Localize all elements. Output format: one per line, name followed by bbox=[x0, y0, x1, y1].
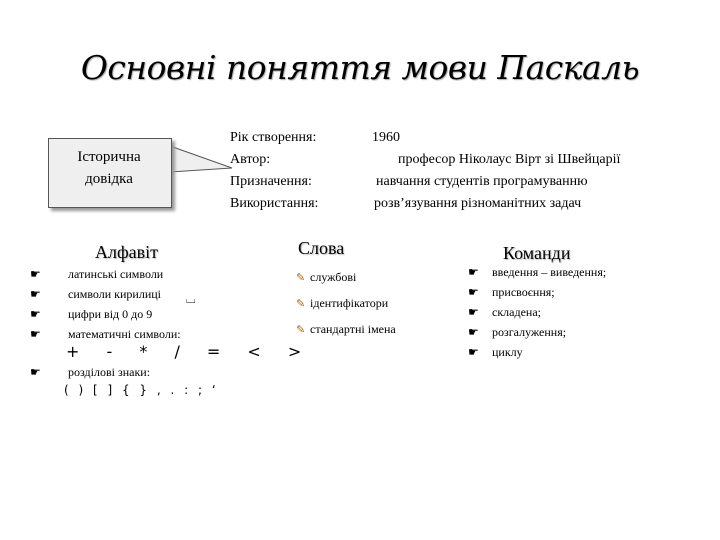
pointing-hand-icon: ☛ bbox=[30, 365, 41, 379]
info-labels bbox=[230, 130, 318, 218]
book-icon: ✎ bbox=[296, 322, 306, 336]
pointing-hand-icon: ☛ bbox=[30, 267, 41, 281]
info-value-author: професор Ніколаус Вірт зі Швейцарії bbox=[398, 152, 621, 167]
pointing-hand-icon: ☛ bbox=[30, 327, 41, 341]
info-label-purpose: Призначення: bbox=[230, 174, 312, 189]
callout-line-1: Історична bbox=[77, 149, 141, 165]
info-label-author: Автор: bbox=[230, 152, 271, 167]
info-value-purpose: навчання студентів програмуванню bbox=[376, 174, 588, 189]
list-item: ✎ службові bbox=[296, 269, 357, 284]
list-item: ☛ символи кирилиці bbox=[30, 286, 162, 301]
words-heading: Слова bbox=[298, 238, 345, 258]
alphabet-heading: Алфавіт bbox=[95, 242, 158, 262]
list-item: ✎ стандартні імена bbox=[296, 321, 396, 336]
list-item: ☛ розгалуження; bbox=[468, 324, 567, 339]
callout-line-2: довідка bbox=[85, 171, 133, 187]
book-icon: ✎ bbox=[296, 270, 306, 284]
list-item: ☛ складена; bbox=[468, 304, 541, 319]
commands-list bbox=[468, 262, 606, 362]
list-item: ☛ присвоєння; bbox=[468, 284, 555, 299]
info-value-year: 1960 bbox=[372, 130, 400, 145]
pointing-hand-icon: ☛ bbox=[468, 305, 479, 319]
math-symbols: + - * / = < > bbox=[66, 342, 313, 361]
info-value-usage: розв’язування різноманітних задач bbox=[374, 196, 582, 211]
list-item: ☛ латинські символи bbox=[30, 266, 164, 281]
space-symbol-icon: ⌴ bbox=[186, 292, 196, 306]
list-item: ✎ ідентифікатори bbox=[296, 295, 389, 310]
list-item: ☛ циклу bbox=[468, 344, 523, 359]
list-item: ☛ математичні символи: bbox=[30, 326, 181, 341]
history-callout-text bbox=[48, 146, 170, 190]
info-label-year: Рік створення: bbox=[230, 130, 317, 145]
pointing-hand-icon: ☛ bbox=[30, 307, 41, 321]
pointing-hand-icon: ☛ bbox=[468, 265, 479, 279]
info-label-usage: Використання: bbox=[230, 196, 319, 211]
pointing-hand-icon: ☛ bbox=[468, 285, 479, 299]
pointing-hand-icon: ☛ bbox=[468, 325, 479, 339]
alphabet-list bbox=[30, 264, 181, 344]
pointing-hand-icon: ☛ bbox=[30, 287, 41, 301]
book-icon: ✎ bbox=[296, 296, 306, 310]
list-item: ☛ цифри від 0 до 9 bbox=[30, 306, 153, 321]
punctuation-symbols: ( ) [ ] { } , . : ; ‘ bbox=[64, 383, 219, 397]
callout-pointer bbox=[165, 140, 237, 190]
list-item: ☛ введення – виведення; bbox=[468, 264, 607, 279]
words-list bbox=[296, 264, 396, 342]
punctuation-label: розділові знаки: bbox=[68, 364, 151, 379]
pointing-hand-icon: ☛ bbox=[468, 345, 479, 359]
list-item bbox=[30, 363, 150, 381]
commands-heading: Команди bbox=[503, 243, 571, 263]
page-title: Основні поняття мови Паскаль bbox=[80, 48, 640, 87]
